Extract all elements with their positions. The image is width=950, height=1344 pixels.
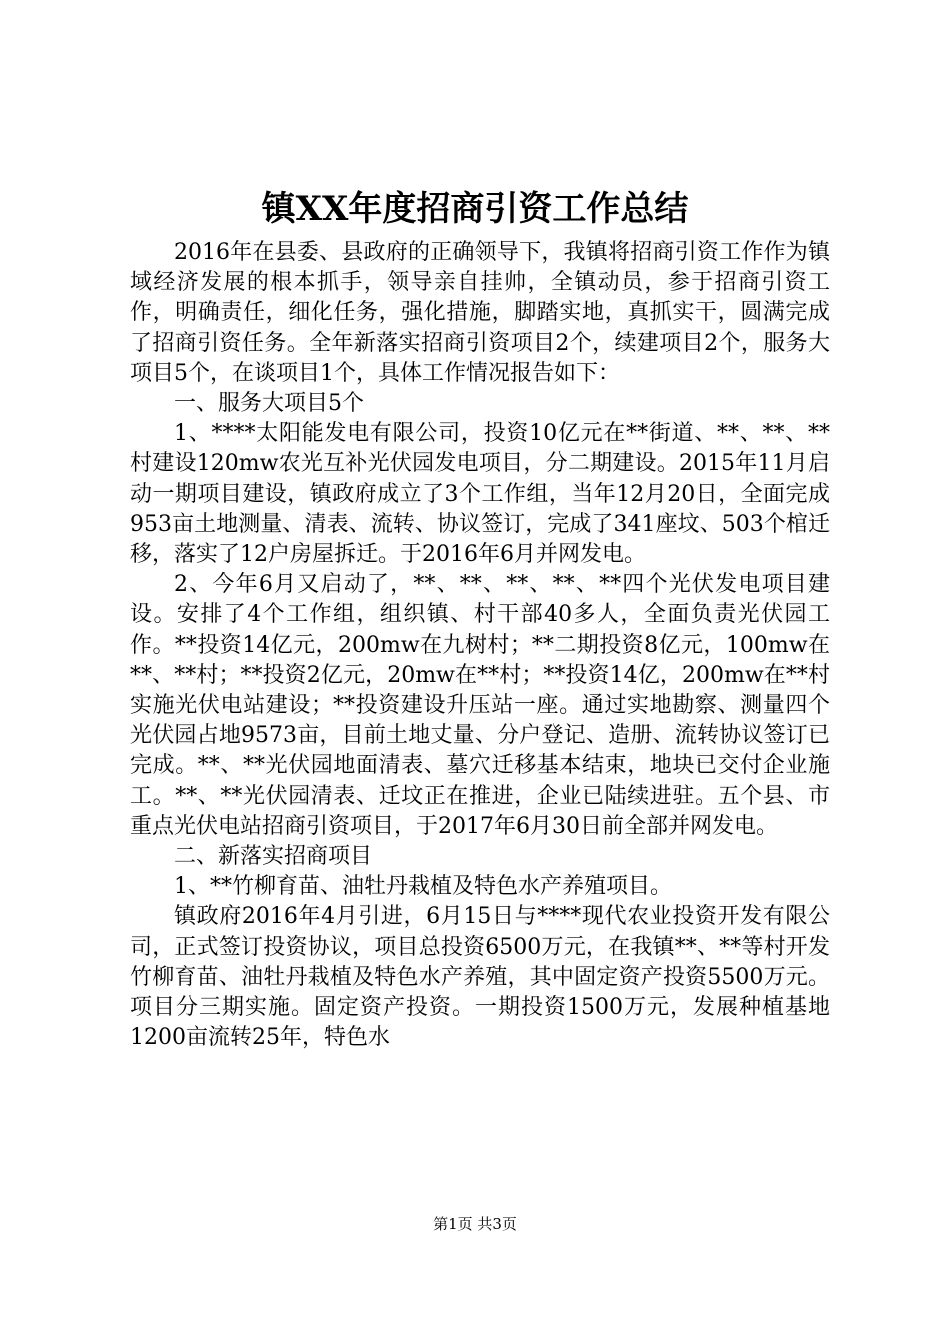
subsection-heading: 1、**竹柳育苗、油牡丹栽植及特色水产养殖项目。 — [174, 874, 672, 900]
section-heading-1: 一、服务大项目5个 — [174, 391, 364, 417]
section-heading-2: 二、新落实招商项目 — [174, 844, 373, 870]
body-paragraph: 2、今年6月又启动了，**、**、**、**、**四个光伏发电项目建设。安排了4个工作组，组织镇、村干部40多人，全面负责光伏园工作。**投资14亿元，200mw在九树村；**二期投资8亿元，100mw在**、**村；**投资2亿元，20mw在**村；**投资14亿，200mw在**村实施光伏电站建设；**投资建设升压站一座。通过实地勘察、测量四个光伏园占地9573亩，目前土地丈量、分户登记、造册、流转协议签订已完成。**、**光伏园地面清表、墓穴迁移基本结束，地块已交付企业施工。**、**光伏园清表、迁坟正在推进，企业已陆续进驻。五个县、市重点光伏电站招商引资项目，于2017年6月30日前全部并网发电。 — [130, 572, 830, 839]
intro-paragraph: 2016年在县委、县政府的正确领导下，我镇将招商引资工作作为镇域经济发展的根本抓手，领导亲自挂帅，全镇动员，参于招商引资工作，明确责任，细化任务，强化措施，脚踏实地，真抓实干，圆满完成了招商引资任务。全年新落实招商引资项目2个，续建项目2个，服务大项目5个，在谈项目1个，具体工作情况报告如下： — [130, 240, 830, 386]
document-title: 镇XX年度招商引资工作总结 — [261, 189, 689, 229]
document-body — [130, 238, 830, 1053]
page-footer: 第1页 共3页 — [433, 1215, 517, 1233]
body-paragraph: 1、****太阳能发电有限公司，投资10亿元在**街道、**、**、**村建设120mw农光互补光伏园发电项目，分二期建设。2015年11月启动一期项目建设，镇政府成立了3个工作组，当年12月20日，全面完成953亩土地测量、清表、流转、协议签订，完成了341座坟、503个棺迁移，落实了12户房屋拆迁。于2016年6月并网发电。 — [130, 421, 830, 568]
body-paragraph: 镇政府2016年4月引进，6月15日与****现代农业投资开发有限公司，正式签订投资协议，项目总投资6500万元，在我镇**、**等村开发竹柳育苗、油牡丹栽植及特色水产养殖，其中固定资产投资5500万元。项目分三期实施。固定资产投资。一期投资1500万元，发展种植基地1200亩流转25年，特色水 — [130, 904, 830, 1051]
